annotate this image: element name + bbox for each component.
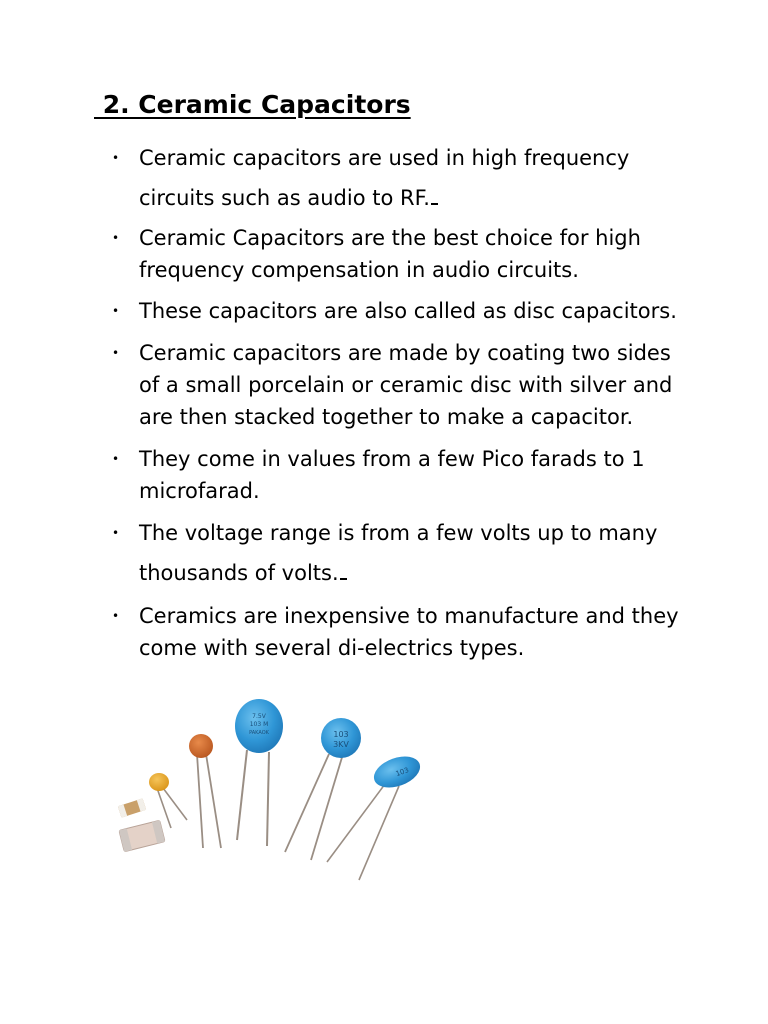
page-title: 2. Ceramic Capacitors: [94, 90, 411, 119]
bullet-text: Ceramic Capacitors are the best choice for high frequency compensation in audio circuits.: [139, 226, 641, 282]
bullet-marker: •: [112, 346, 120, 360]
ceramic-capacitors-photo: [105, 680, 445, 890]
large-blue-capacitor: [235, 699, 283, 846]
yellow-capacitor: [149, 773, 187, 828]
small-blue-capacitor: [327, 751, 424, 880]
medium-blue-capacitor: [285, 718, 361, 860]
bullet-marker: •: [112, 526, 120, 540]
smd-chip-small: [118, 798, 146, 817]
cap-marking: 103: [333, 730, 349, 739]
cap-marking: 103: [394, 766, 410, 779]
bullet-marker: •: [112, 304, 120, 318]
bullet-marker: •: [112, 609, 120, 623]
bullet-marker: •: [112, 452, 120, 466]
bullet-text: Ceramic capacitors are used in high frequency circuits such as audio to RF.: [139, 146, 630, 210]
bullet-text: Ceramics are inexpensive to manufacture and they come with several di-electrics types.: [139, 604, 679, 660]
bullet-text: The voltage range is from a few volts up to many thousands of volts.: [139, 521, 658, 585]
orange-capacitor: [189, 734, 221, 848]
cap-marking: 7.5V: [252, 713, 266, 720]
bullet-text: These capacitors are also called as disc capacitors.: [139, 299, 677, 323]
cap-marking: 3KV: [333, 740, 349, 749]
smd-chip-large: [119, 820, 165, 852]
bullet-text: They come in values from a few Pico farads to 1 microfarad.: [139, 447, 645, 503]
bullet-marker: •: [112, 151, 120, 165]
cap-marking: 103 M: [249, 721, 269, 728]
cap-marking: PAKAOK: [249, 730, 269, 736]
bullet-text: Ceramic capacitors are made by coating two sides of a small porcelain or ceramic disc with silver and are then stacked together to make a capacitor.: [139, 341, 673, 429]
bullet-marker: •: [112, 231, 120, 245]
